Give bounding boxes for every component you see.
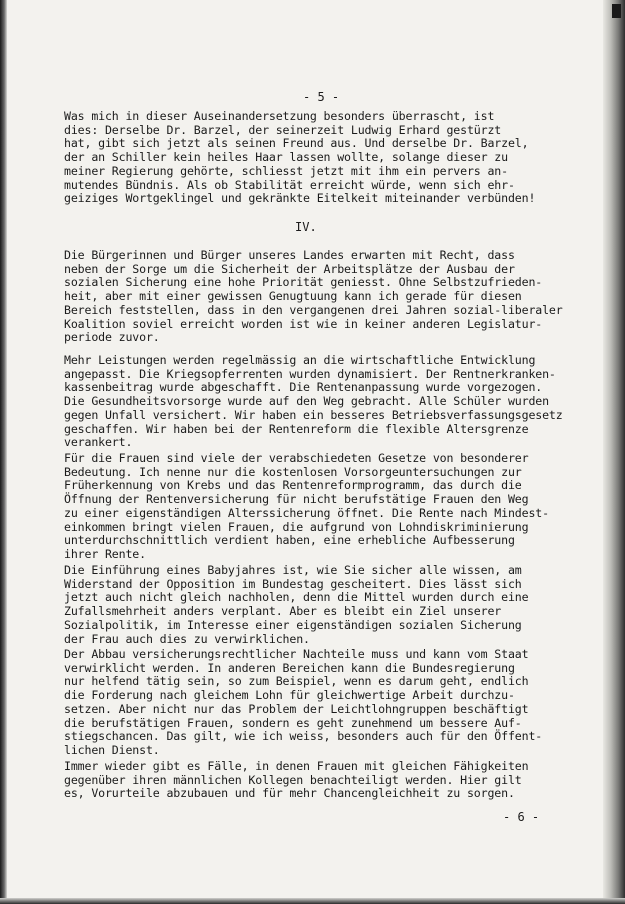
paragraph-2	[64, 249, 612, 345]
text-line: unterdurchschnittlich verdient haben, eine erhebliche Aufbesserung	[64, 533, 515, 548]
text-line: mutendes Bündnis. Als ob Stabilität erreicht würde, wenn sich ehr-	[64, 177, 515, 192]
text-line: es, Vorurteile abzubauen und für mehr Chancengleichheit zu sorgen.	[64, 786, 515, 801]
text-line: Die Bürgerinnen und Bürger unseres Landes erwarten mit Recht, dass	[64, 248, 515, 262]
text-line: zu einer eigenständigen Alterssicherung öffnet. Die Rente nach Mindest-	[64, 505, 549, 520]
text-line: Koalition soviel erreicht worden ist wie in keiner anderen Legislatur-	[64, 316, 543, 331]
text-line: lichen Dienst.	[64, 742, 160, 757]
text-line: Bedeutung. Ich nenne nur die kostenlosen Vorsorgeuntersuchungen zur	[64, 464, 522, 479]
text-line: einkommen bringt vielen Frauen, die aufgrund von Lohndiskriminierung	[64, 519, 529, 534]
text-line: Mehr Leistungen werden regelmässig an die wirtschaftliche Entwicklung	[64, 353, 536, 367]
text-line: Die Gesundheitsvorsorge wurde auf den Weg gebracht. Alle Schüler wurden	[64, 394, 549, 409]
text-line: Zufallsmehrheit anders verplant. Aber es bleibt ein Ziel unserer	[64, 604, 502, 619]
text-line: Was mich in dieser Auseinandersetzung besonders überrascht, ist	[64, 109, 495, 123]
text-line: geschaffen. Wir haben bei der Rentenreform die flexible Altersgrenze	[64, 421, 529, 436]
page-number: - 5 -	[303, 90, 340, 104]
text-line: Der Abbau versicherungsrechtlicher Nachteile muss und kann vom Staat	[64, 647, 529, 661]
text-line: ihrer Rente.	[64, 546, 146, 561]
text-line: periode zuvor.	[64, 330, 160, 345]
text-line: Bereich feststellen, dass in den vergangenen drei Jahren sozial-liberaler	[64, 302, 563, 317]
paragraph-4	[64, 452, 612, 562]
scan-bottom-edge	[0, 898, 625, 904]
text-line: Immer wieder gibt es Fälle, in denen Frauen mit gleichen Fähigkeiten	[64, 759, 529, 773]
text-line: meiner Regierung gehörte, schliesst jetzt mit ihm ein pervers an-	[64, 163, 508, 178]
text-line: verankert.	[64, 435, 133, 450]
text-line: heit, aber mit einer gewissen Genugtuung kann ich gerade für diesen	[64, 289, 522, 304]
paragraph-1	[64, 110, 612, 206]
text-line: hat, gibt sich jetzt als seinen Freund aus. Und derselbe Dr. Barzel,	[64, 136, 529, 151]
scan-corner-mark	[612, 4, 621, 18]
text-line: der an Schiller kein heiles Haar lassen wollte, solange dieser zu	[64, 150, 508, 165]
paragraph-6	[64, 648, 612, 758]
text-line: Öffnung der Rentenversicherung für nicht berufstätige Frauen den Weg	[64, 492, 529, 507]
text-line: sozialen Sicherung eine hohe Priorität geniesst. Ohne Selbstzufrieden-	[64, 275, 543, 290]
next-page-marker: - 6 -	[503, 810, 540, 824]
paragraph-7	[64, 760, 612, 801]
text-line: Früherkennung von Krebs und das Rentenreformprogramm, das durch die	[64, 478, 522, 493]
text-line: verwirklicht werden. In anderen Bereichen kann die Bundesregierung	[64, 660, 515, 675]
text-line: Sozialpolitik, im Interesse einer eigenständigen sozialen Sicherung	[64, 617, 522, 632]
text-line: die Forderung nach gleichem Lohn für gleichwertige Arbeit durchzu-	[64, 688, 515, 703]
paragraph-3	[64, 354, 612, 450]
text-line: der Frau auch dies zu verwirklichen.	[64, 631, 310, 646]
text-line: neben der Sorge um die Sicherheit der Arbeitsplätze der Ausbau der	[64, 261, 515, 276]
text-line: setzen. Aber nicht nur das Problem der Leichtlohngruppen beschäftigt	[64, 701, 529, 716]
text-line: Widerstand der Opposition im Bundestag gescheitert. Dies lässt sich	[64, 576, 522, 591]
scan-left-edge	[0, 0, 7, 904]
text-line: die berufstätigen Frauen, sondern es geht zunehmend um bessere Auf-	[64, 715, 522, 730]
text-line: gegenüber ihren männlichen Kollegen benachteiligt werden. Hier gilt	[64, 772, 522, 787]
text-line: gegen Unfall versichert. Wir haben ein besseres Betriebsverfassungsgesetz	[64, 407, 563, 422]
text-line: Für die Frauen sind viele der verabschiedeten Gesetze von besonderer	[64, 451, 529, 465]
text-line: Die Einführung eines Babyjahres ist, wie Sie sicher alle wissen, am	[64, 563, 522, 577]
text-line: dies: Derselbe Dr. Barzel, der seinerzeit Ludwig Erhard gestürzt	[64, 122, 502, 137]
paragraph-5	[64, 564, 612, 646]
text-line: nur helfend tätig sein, so zum Beispiel, wenn es darum geht, endlich	[64, 674, 529, 689]
text-line: geiziges Wortgeklingel und gekränkte Eitelkeit miteinander verbünden!	[64, 191, 536, 206]
text-line: angepasst. Die Kriegsopferrenten wurden dynamisiert. Der Rentnerkranken-	[64, 366, 556, 381]
text-line: stiegschancen. Das gilt, wie ich weiss, besonders auch für den Öffent-	[64, 729, 543, 744]
text-line: kassenbeitrag wurde abgeschafft. Die Rentenanpassung wurde vorgezogen.	[64, 380, 543, 395]
text-line: jetzt auch nicht gleich nachholen, denn die Mittel wurden durch eine	[64, 590, 529, 605]
section-heading: IV.	[295, 220, 317, 234]
